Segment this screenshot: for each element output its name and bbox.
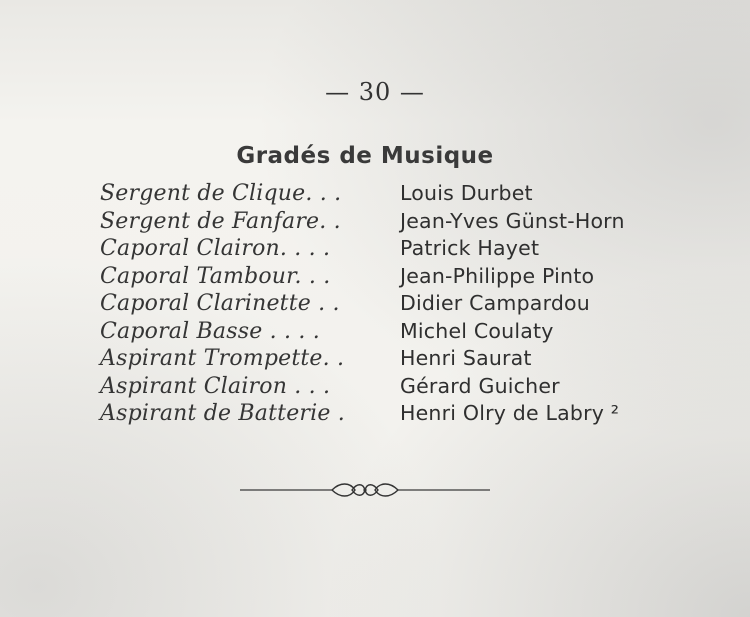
roster-row <box>100 180 720 208</box>
member-name: Jean-Philippe Pinto <box>400 263 595 288</box>
member-name: Louis Durbet <box>400 181 533 205</box>
rank-label: Sergent de Clique. . . <box>100 181 342 206</box>
roster-row <box>100 400 720 428</box>
ornament-divider <box>240 478 490 502</box>
rank-label: Caporal Clarinette . . <box>100 291 340 316</box>
member-name: Henri Olry de Labry ² <box>400 401 620 425</box>
member-name: Michel Coulaty <box>400 318 554 343</box>
member-name: Jean-Yves Günst-Horn <box>400 208 625 233</box>
rank-label: Caporal Tambour. . . <box>100 263 331 289</box>
roster-row <box>100 263 720 291</box>
section-heading: Gradés de Musique <box>236 143 494 169</box>
rank-label: Aspirant Clairon . . . <box>100 373 331 399</box>
rank-label: Aspirant de Batterie . <box>100 401 345 426</box>
member-name: Gérard Guicher <box>400 373 560 398</box>
rank-label: Caporal Basse . . . . <box>100 318 320 344</box>
roster-row <box>100 373 720 401</box>
rank-label: Aspirant Trompette. . <box>100 346 345 371</box>
roster-row <box>100 208 720 236</box>
roster-row <box>100 345 720 373</box>
rank-label: Sergent de Fanfare. . <box>100 208 341 234</box>
page-number: — 30 — <box>325 78 425 106</box>
roster-list <box>100 180 720 428</box>
rank-label: Caporal Clairon. . . . <box>100 236 331 261</box>
roster-row <box>100 235 720 263</box>
roster-row <box>100 290 720 318</box>
roster-row <box>100 318 720 346</box>
member-name: Patrick Hayet <box>400 236 540 260</box>
member-name: Didier Campardou <box>400 291 590 315</box>
member-name: Henri Saurat <box>400 346 532 370</box>
